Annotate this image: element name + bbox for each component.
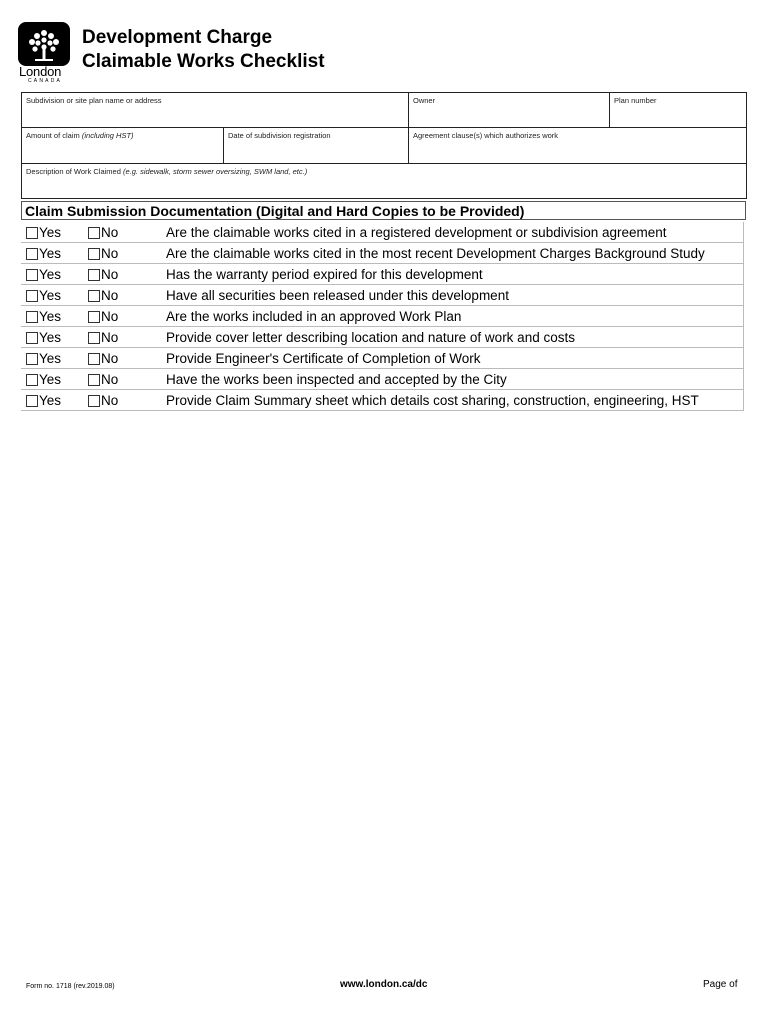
title-line-2: Claimable Works Checklist (82, 51, 325, 72)
no-checkbox[interactable] (88, 248, 100, 260)
no-label: No (101, 351, 119, 366)
checklist-question: Provide cover letter describing location and nature of work and costs (166, 330, 575, 345)
yes-checkbox[interactable] (26, 332, 38, 344)
no-option[interactable] (88, 225, 118, 240)
form-number: Form no. 1718 (rev.2019.08) (26, 983, 115, 990)
plan-number-label: Plan number (614, 96, 657, 105)
yes-label: Yes (39, 309, 62, 324)
agreement-clause-label: Agreement clause(s) which authorizes work (413, 131, 559, 140)
checklist (21, 222, 744, 411)
no-checkbox[interactable] (88, 395, 100, 407)
yes-checkbox[interactable] (26, 311, 38, 323)
page-title (82, 26, 325, 74)
agreement-clause-field[interactable] (409, 128, 747, 164)
yes-label: Yes (39, 288, 62, 303)
logo-country: CANADA (28, 78, 63, 84)
no-label: No (101, 267, 119, 282)
no-label: No (101, 330, 119, 345)
checklist-row (21, 327, 744, 348)
description-field[interactable] (22, 164, 747, 199)
checklist-question: Are the claimable works cited in a registered development or subdivision agreement (166, 225, 667, 240)
checklist-question: Are the works included in an approved Work Plan (166, 309, 462, 324)
no-label: No (101, 393, 119, 408)
logo-wordmark: London (19, 64, 62, 79)
no-label: No (101, 372, 119, 387)
no-option[interactable] (88, 372, 118, 387)
date-registration-label: Date of subdivision registration (228, 131, 331, 140)
checklist-row (21, 285, 744, 306)
yes-checkbox[interactable] (26, 290, 38, 302)
amount-claim-note: (including HST) (81, 131, 134, 140)
yes-label: Yes (39, 372, 62, 387)
no-checkbox[interactable] (88, 311, 100, 323)
yes-label: Yes (39, 267, 62, 282)
amount-claim-label: Amount of claim (26, 131, 80, 140)
section-title: Claim Submission Documentation (Digital and Hard Copies to be Provided) (21, 201, 746, 220)
page-indicator: Page of (703, 979, 738, 990)
no-checkbox[interactable] (88, 353, 100, 365)
checklist-question: Are the claimable works cited in the most recent Development Charges Background Study (166, 246, 705, 261)
checklist-question: Provide Claim Summary sheet which details cost sharing, construction, engineering, HST (166, 393, 699, 408)
no-label: No (101, 309, 119, 324)
no-option[interactable] (88, 330, 118, 345)
checklist-question: Have the works been inspected and accepted by the City (166, 372, 507, 387)
no-label: No (101, 246, 119, 261)
owner-label: Owner (413, 96, 436, 105)
claim-info-fields (21, 92, 747, 199)
subdivision-label: Subdivision or site plan name or address (26, 96, 162, 105)
title-line-1: Development Charge (82, 27, 273, 48)
yes-option[interactable] (26, 330, 61, 345)
checklist-question: Provide Engineer's Certificate of Completion of Work (166, 351, 481, 366)
no-checkbox[interactable] (88, 227, 100, 239)
yes-label: Yes (39, 246, 62, 261)
yes-option[interactable] (26, 393, 61, 408)
no-option[interactable] (88, 288, 118, 303)
yes-checkbox[interactable] (26, 374, 38, 386)
yes-option[interactable] (26, 372, 61, 387)
no-label: No (101, 225, 119, 240)
no-option[interactable] (88, 267, 118, 282)
owner-field[interactable] (409, 93, 610, 128)
yes-label: Yes (39, 393, 62, 408)
checklist-question: Has the warranty period expired for this development (166, 267, 483, 282)
description-label: Description of Work Claimed (26, 167, 121, 176)
yes-checkbox[interactable] (26, 227, 38, 239)
yes-option[interactable] (26, 288, 61, 303)
description-note: (e.g. sidewalk, storm sewer oversizing, SWM land, etc.) (123, 167, 308, 176)
no-option[interactable] (88, 309, 118, 324)
yes-option[interactable] (26, 246, 61, 261)
no-option[interactable] (88, 246, 118, 261)
checklist-row (21, 369, 744, 390)
checklist-row (21, 222, 744, 243)
no-checkbox[interactable] (88, 332, 100, 344)
footer-url-link[interactable]: www.london.ca/dc (340, 979, 428, 990)
yes-option[interactable] (26, 225, 61, 240)
checklist-row (21, 390, 744, 411)
yes-option[interactable] (26, 351, 61, 366)
amount-claim-field[interactable] (22, 128, 224, 164)
checklist-row (21, 348, 744, 369)
checklist-row (21, 243, 744, 264)
yes-option[interactable] (26, 309, 61, 324)
checklist-question: Have all securities been released under this development (166, 288, 509, 303)
yes-checkbox[interactable] (26, 395, 38, 407)
yes-checkbox[interactable] (26, 248, 38, 260)
no-checkbox[interactable] (88, 269, 100, 281)
yes-label: Yes (39, 330, 62, 345)
yes-label: Yes (39, 351, 62, 366)
no-option[interactable] (88, 393, 118, 408)
checklist-row (21, 264, 744, 285)
yes-label: Yes (39, 225, 62, 240)
yes-option[interactable] (26, 267, 61, 282)
date-registration-field[interactable] (224, 128, 409, 164)
plan-number-field[interactable] (610, 93, 747, 128)
yes-checkbox[interactable] (26, 353, 38, 365)
no-checkbox[interactable] (88, 290, 100, 302)
no-label: No (101, 288, 119, 303)
yes-checkbox[interactable] (26, 269, 38, 281)
subdivision-field[interactable] (22, 93, 409, 128)
no-option[interactable] (88, 351, 118, 366)
no-checkbox[interactable] (88, 374, 100, 386)
checklist-row (21, 306, 744, 327)
